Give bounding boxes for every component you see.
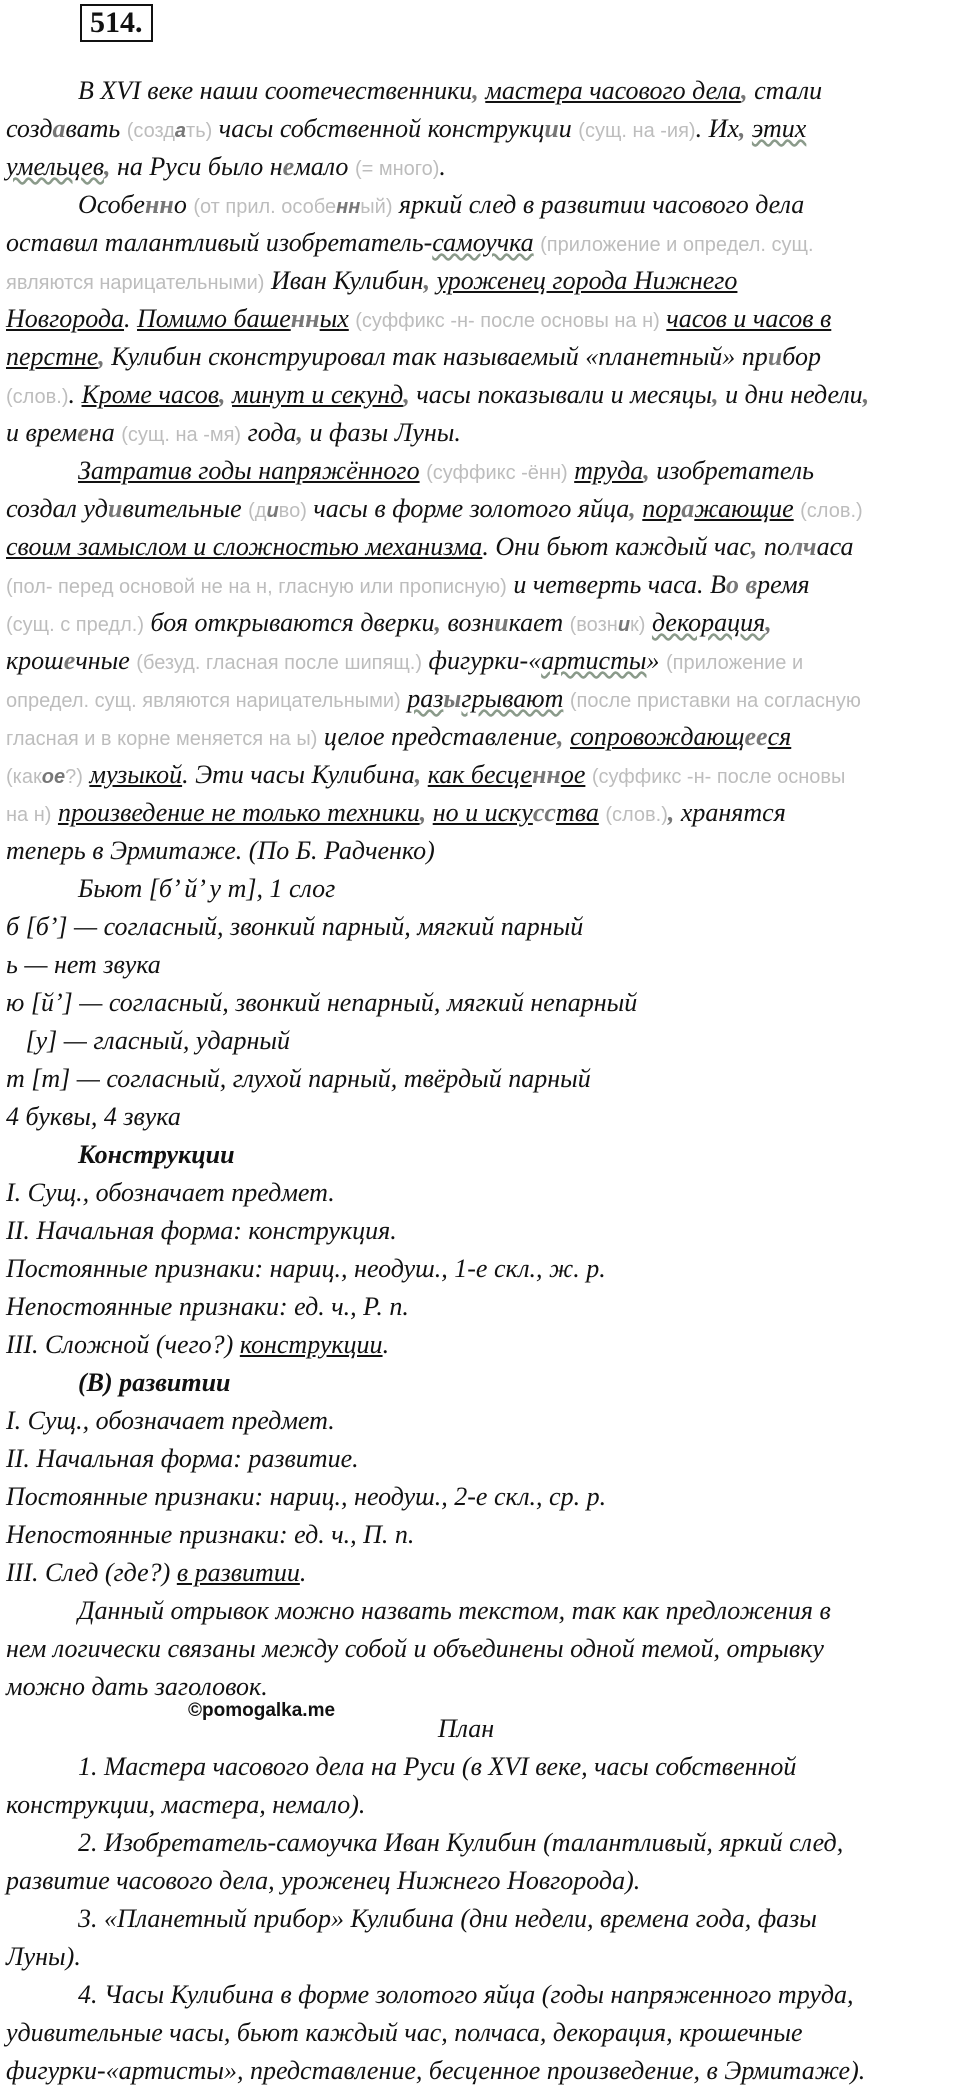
text-line [0, 1710, 960, 1748]
text-segment: и [617, 614, 631, 636]
text-line [6, 414, 461, 454]
text-segment: на [88, 418, 122, 447]
text-segment: ть) [186, 120, 213, 142]
text-segment: Непостоянные признаки: ед. ч., Р. п. [6, 1292, 409, 1321]
text-line [6, 718, 791, 758]
text-segment: сопровождающ [570, 722, 745, 751]
text-segment: часы собственной конструкц [212, 114, 545, 143]
text-segment: Затратив годы напряжённого [78, 456, 420, 485]
text-line [6, 490, 863, 530]
text-segment: Данный отрывок можно назвать текстом, так как предложения в [78, 1596, 831, 1625]
text-line [78, 186, 804, 226]
text-segment: конструкции, мастера, немало). [6, 1790, 366, 1819]
text-line [6, 1402, 335, 1440]
text-segment: Постоянные признаки: нариц., неодуш., 2-е скл., ср. р. [6, 1482, 607, 1511]
text-segment: Особе [78, 190, 145, 219]
text-segment: , [296, 418, 304, 447]
text-segment: целое представление [317, 722, 558, 751]
text-segment: , [423, 266, 431, 295]
text-line [6, 1478, 606, 1516]
text-segment: (от прил. особе [193, 196, 337, 218]
text-line [6, 680, 861, 720]
text-line [6, 756, 845, 796]
text-segment: , [414, 760, 422, 789]
text-line [6, 338, 821, 376]
text-segment: удивительные часы, бьют каждый час, полчаса, декорация, крошечные [6, 2018, 803, 2047]
text-line [78, 72, 822, 110]
text-line [6, 1060, 591, 1098]
text-segment: как бесце [427, 760, 532, 789]
text-line [78, 1748, 796, 1786]
text-segment: , [104, 152, 111, 181]
text-line [6, 1938, 81, 1976]
text-line [78, 870, 335, 908]
text-segment: возн [441, 608, 495, 637]
text-segment: 4. Часы Кулибина в форме золотого яйца (годы напряженного труда, [78, 1980, 854, 2009]
text-segment: стали [747, 76, 823, 105]
text-segment: , [738, 114, 746, 143]
text-line [6, 148, 446, 188]
text-segment: . [382, 1330, 390, 1359]
text-segment: (суффикс -н- после основы [591, 766, 846, 788]
text-segment: нн [531, 760, 561, 789]
text-segment: (сущ. на -мя) [121, 424, 242, 446]
text-segment: года [241, 418, 297, 447]
text-segment: (приложение и [665, 652, 804, 674]
text-segment: конструкции [239, 1330, 383, 1359]
text-segment: вительные [122, 494, 249, 523]
text-segment: (приложение и определ. сущ. [540, 234, 814, 256]
text-segment: . [439, 152, 446, 181]
text-line [6, 1174, 335, 1212]
text-segment: (как [6, 766, 42, 788]
text-segment: ых [319, 304, 349, 333]
text-segment: оставил талантливый изобретатель- [6, 228, 433, 257]
text-segment: а [681, 494, 695, 523]
text-segment: (безуд. гласная после шипящ.) [136, 652, 422, 674]
text-segment: жающие [694, 494, 794, 523]
text-segment: , [643, 456, 650, 485]
text-line [6, 1212, 397, 1250]
text-line [78, 1364, 231, 1402]
text-segment: и [266, 500, 279, 522]
text-segment: и [767, 342, 783, 371]
text-segment: нем логически связаны между собой и объединены одной темой, отрывку [6, 1634, 824, 1663]
text-segment: , [419, 798, 427, 827]
text-segment: во) [278, 500, 307, 522]
text-segment: являются нарицательными) [6, 272, 265, 294]
text-segment: . [299, 1558, 307, 1587]
text-segment: уроженец города Нижнего [436, 266, 738, 295]
text-segment: музыкой [89, 760, 183, 789]
text-segment: нн [336, 196, 361, 218]
text-segment: е [63, 646, 76, 675]
text-line [6, 1326, 389, 1364]
text-segment: , [765, 608, 772, 637]
text-segment: на н) [6, 804, 52, 826]
text-line [6, 2052, 865, 2090]
text-segment: . [124, 304, 138, 333]
text-segment: (слов.) [800, 500, 863, 522]
text-segment: чные [75, 646, 137, 675]
text-line [6, 908, 583, 946]
text-segment: хранятся [674, 798, 786, 827]
text-segment: . [68, 380, 82, 409]
text-line [6, 1288, 409, 1326]
text-line [6, 566, 810, 606]
text-segment: созд [6, 114, 53, 143]
text-segment: крош [6, 646, 64, 675]
text-segment: о [173, 190, 194, 219]
text-segment: , [629, 494, 636, 523]
text-segment: нн [290, 304, 320, 333]
text-line [78, 1824, 843, 1862]
text-segment: самоучка [432, 228, 534, 257]
text-segment: I. Сущ., обозначает предмет. [6, 1406, 335, 1435]
text-segment: ее [744, 722, 768, 751]
text-segment: грывают [461, 684, 564, 713]
text-segment: . Их [695, 114, 739, 143]
text-segment: 4 буквы, 4 звука [6, 1102, 181, 1131]
text-segment: этих [751, 114, 807, 143]
text-segment: , [219, 380, 226, 409]
text-segment: о в [725, 570, 758, 599]
text-segment: развитие часового дела, уроженец Нижнего Новгорода). [6, 1866, 641, 1895]
text-segment: но и иску [432, 798, 533, 827]
text-segment: создал уд [6, 494, 108, 523]
text-segment: в развитии [176, 1558, 300, 1587]
text-line [6, 1862, 640, 1900]
text-segment: аса [816, 532, 854, 561]
text-segment: Новгорода [6, 304, 125, 333]
watermark: ©pomogalka.me [188, 1700, 336, 1721]
text-segment: нн [144, 190, 174, 219]
text-line [78, 1136, 235, 1174]
text-line [6, 604, 772, 644]
text-segment: кает [508, 608, 570, 637]
text-segment: теперь в Эрмитаже. (По Б. Радченко) [6, 836, 435, 865]
text-segment: План [437, 1714, 495, 1743]
text-segment: и [494, 608, 509, 637]
text-segment: (суффикс -н- после основы на н) [355, 310, 660, 332]
text-segment: и дни недели [718, 380, 863, 409]
text-segment: (после приставки на согласную [569, 690, 861, 712]
text-segment: часы показывали и месяцы [409, 380, 713, 409]
text-segment: В XVI веке наши соотечественники [78, 76, 473, 105]
text-segment: определ. сущ. являются нарицательными) [6, 690, 401, 712]
text-segment: , [434, 608, 441, 637]
text-segment: часы в форме золотого яйца [306, 494, 630, 523]
text-segment: , [862, 380, 870, 409]
text-segment: часов и часов в [666, 304, 832, 333]
text-segment: , [750, 532, 758, 561]
text-segment: , [403, 380, 410, 409]
text-segment: ремя [757, 570, 810, 599]
text-segment: 3. «Планетный прибор» Кулибина (дни недели, времена года, фазы [78, 1904, 817, 1933]
text-segment: (созд [126, 120, 175, 142]
text-segment: , [557, 722, 564, 751]
text-line [6, 528, 853, 566]
text-segment: , [472, 76, 479, 105]
text-segment: , [712, 380, 719, 409]
text-segment: лч [789, 532, 817, 561]
text-segment: Иван Кулибин [264, 266, 424, 295]
text-segment: мастера часового дела [485, 76, 742, 105]
text-segment: III. Сложной (чего?) [6, 1330, 240, 1359]
text-segment: и четверть часа. В [506, 570, 726, 599]
text-segment: ое [560, 760, 586, 789]
text-segment: и фазы Луны. [303, 418, 461, 447]
text-segment: по [757, 532, 790, 561]
text-segment: Конструкции [78, 1140, 235, 1169]
text-line [6, 1630, 824, 1668]
text-segment: перстне [6, 342, 99, 371]
text-segment: Непостоянные признаки: ед. ч., П. п. [6, 1520, 415, 1549]
text-segment: . Они бьют каждый час [482, 532, 751, 561]
text-segment: артисты [541, 646, 647, 675]
text-segment: фигурки-«артисты», представление, бесценное произведение, в Эрмитаже). [6, 2056, 866, 2085]
text-line [6, 1022, 290, 1060]
text-segment: (= много) [354, 158, 440, 180]
text-segment: ь — нет звука [6, 950, 161, 979]
text-segment: II. Начальная форма: развитие. [6, 1444, 359, 1473]
text-segment: произведение не только техники [57, 798, 420, 827]
text-segment: умельцев [6, 152, 105, 181]
text-segment: , [667, 798, 675, 827]
text-segment: сс [532, 798, 556, 827]
text-line [78, 1900, 817, 1938]
text-segment: (пол- перед основой не на н, гласную или прописную) [6, 576, 507, 598]
text-segment: Бьют [б’ й’ у т], 1 слог [78, 874, 336, 903]
text-segment: » [646, 646, 666, 675]
text-segment: вать [65, 114, 127, 143]
text-segment: ся [767, 722, 792, 751]
text-segment: (слов.) [6, 386, 69, 408]
text-segment: своим замыслом и сложностью механизма [6, 532, 483, 561]
text-segment: , [98, 342, 105, 371]
text-segment: III. След (где?) [6, 1558, 177, 1587]
text-line [6, 1786, 365, 1824]
text-segment: и [558, 114, 579, 143]
text-segment: т [т] — согласный, глухой парный, твёрдый парный [6, 1064, 591, 1093]
text-segment: Помимо баше [137, 304, 291, 333]
text-segment: к) [630, 614, 646, 636]
exercise-number: 514. [80, 4, 153, 42]
text-segment: труда [574, 456, 644, 485]
text-line [78, 1592, 831, 1630]
text-segment: (сущ. с предл.) [6, 614, 144, 636]
text-line [6, 110, 806, 150]
text-segment: декорация [651, 608, 766, 637]
text-segment: а [52, 114, 66, 143]
text-line [6, 946, 161, 984]
text-segment: I. Сущ., обозначает предмет. [6, 1178, 335, 1207]
text-segment: 1. Мастера часового дела на Руси (в XVI веке, часы собственной [78, 1752, 797, 1781]
text-segment: (сущ. на -ия) [578, 120, 696, 142]
text-segment: , [741, 76, 748, 105]
text-segment: и врем [6, 418, 78, 447]
text-line [6, 376, 869, 416]
text-line [6, 1250, 606, 1288]
text-segment: (возн [569, 614, 618, 636]
text-line [6, 984, 637, 1022]
text-segment: . Эти часы Кулибина [182, 760, 415, 789]
text-segment: мало [294, 152, 355, 181]
text-segment: II. Начальная форма: конструкция. [6, 1216, 397, 1245]
text-line [6, 832, 435, 870]
text-segment: ?) [65, 766, 83, 788]
text-segment: яркий след в развитии часового дела [392, 190, 805, 219]
text-line [6, 1098, 181, 1136]
text-segment: минут и секунд [232, 380, 404, 409]
text-line [6, 2014, 803, 2052]
text-segment: Кроме часов [81, 380, 220, 409]
text-segment: 2. Изобретатель-самоучка Иван Кулибин (талантливый, яркий след, [78, 1828, 844, 1857]
text-line [6, 642, 803, 682]
text-segment: раз [407, 684, 444, 713]
text-segment: ы [443, 684, 462, 713]
text-segment: а [174, 120, 187, 142]
text-segment: можно дать заголовок. [6, 1672, 268, 1701]
text-segment: пор [642, 494, 682, 523]
text-line [78, 1976, 853, 2014]
text-line [6, 262, 737, 302]
text-segment: е [282, 152, 295, 181]
text-segment: е [77, 418, 89, 447]
text-segment: и [544, 114, 559, 143]
text-segment: гласная и в корне меняется на ы) [6, 728, 318, 750]
text-segment: изобретатель [649, 456, 814, 485]
text-segment: (д [248, 500, 267, 522]
text-segment: [у] — гласный, ударный [6, 1026, 291, 1055]
text-segment: Луны). [6, 1942, 81, 1971]
text-line [78, 452, 814, 492]
text-line [6, 1516, 414, 1554]
text-segment: и [107, 494, 123, 523]
text-segment: (слов.) [605, 804, 668, 826]
text-segment: тва [555, 798, 599, 827]
text-segment: Кулибин сконструировал так называемый «планетный» пр [104, 342, 768, 371]
text-segment: б [б’] — согласный, звонкий парный, мягкий парный [6, 912, 584, 941]
text-line [6, 794, 786, 834]
text-segment: (В) развитии [78, 1368, 231, 1397]
text-segment: ый) [360, 196, 393, 218]
text-line [6, 1554, 306, 1592]
text-segment: ое [41, 766, 66, 788]
text-line [6, 300, 831, 340]
text-line [6, 1440, 359, 1478]
text-segment: на Руси было н [110, 152, 283, 181]
text-segment: бор [782, 342, 822, 371]
text-line [6, 224, 814, 264]
text-segment: Постоянные признаки: нариц., неодуш., 1-е скл., ж. р. [6, 1254, 606, 1283]
text-segment: (суффикс -ённ) [426, 462, 568, 484]
text-segment: боя открываются дверки [143, 608, 435, 637]
text-segment: фигурки-« [422, 646, 542, 675]
text-segment: ю [й’] — согласный, звонкий непарный, мягкий непарный [6, 988, 638, 1017]
